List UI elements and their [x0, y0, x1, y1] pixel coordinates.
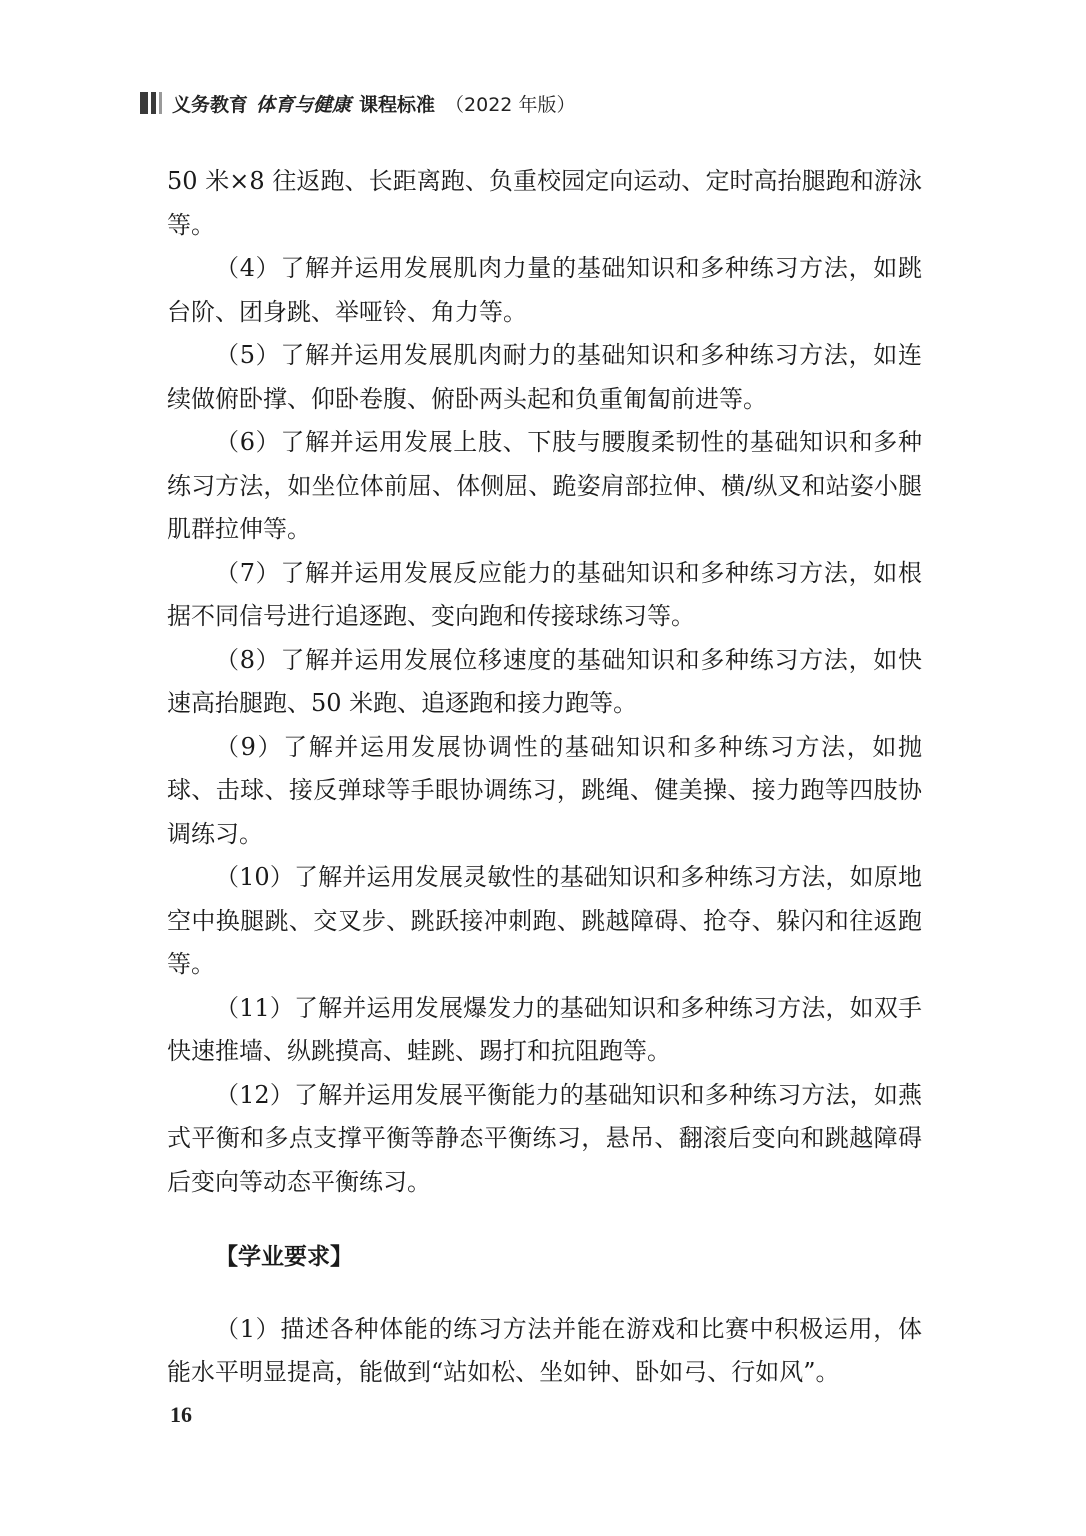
header-subject: 体育与健康	[256, 93, 352, 116]
running-header	[140, 88, 575, 118]
paragraph-item-12: （12）了解并运用发展平衡能力的基础知识和多种练习方法，如燕式平衡和多点支撑平衡等静态平衡练习，悬吊、翻滚后变向和跳越障碍后变向等动态平衡练习。	[167, 1080, 922, 1196]
paragraph-item-10: （10）了解并运用发展灵敏性的基础知识和多种练习方法，如原地空中换腿跳、交叉步、跳跃接冲刺跑、跳越障碍、抢夺、躲闪和往返跑等。	[167, 863, 922, 978]
paragraph-item-7: （7）了解并运用发展反应能力的基础知识和多种练习方法，如根据不同信号进行追逐跑、变向跑和传接球练习等。	[167, 558, 922, 630]
paragraph-item-6: （6）了解并运用发展上肢、下肢与腰腹柔韧性的基础知识和多种练习方法，如坐位体前屈、体侧屈、跪姿肩部拉伸、横/纵叉和站姿小腿肌群拉伸等。	[167, 428, 922, 543]
header-edition: （2022 年版）	[445, 93, 576, 116]
section-heading: 【学业要求】	[215, 1244, 353, 1270]
paragraph-item-5: （5）了解并运用发展肌肉耐力的基础知识和多种练习方法，如连续做俯卧撑、仰卧卷腹、俯卧两头起和负重匍匐前进等。	[167, 341, 922, 413]
page-body	[167, 160, 922, 1395]
paragraph-item-4: （4）了解并运用发展肌肉力量的基础知识和多种练习方法，如跳台阶、团身跳、举哑铃、角力等。	[167, 254, 922, 326]
requirement-item-1: （1）描述各种体能的练习方法并能在游戏和比赛中积极运用，体能水平明显提高，能做到“站如松、坐如钟、卧如弓、行如风”。	[167, 1314, 922, 1386]
header-series: 义务教育	[172, 93, 249, 116]
paragraph-item-8: （8）了解并运用发展位移速度的基础知识和多种练习方法，如快速高抬腿跑、50 米跑、追逐跑和接力跑等。	[167, 645, 922, 717]
paragraph-item-11: （11）了解并运用发展爆发力的基础知识和多种练习方法，如双手快速推墙、纵跳摸高、蛙跳、踢打和抗阻跑等。	[167, 993, 922, 1065]
header-title: 课程标准	[359, 93, 436, 116]
header-bar-mark	[140, 92, 162, 114]
paragraph-continuation: 50 米×8 往返跑、长距离跑、负重校园定向运动、定时高抬腿跑和游泳等。	[167, 167, 922, 239]
page-number: 16	[170, 1402, 192, 1427]
paragraph-item-9: （9）了解并运用发展协调性的基础知识和多种练习方法，如抛球、击球、接反弹球等手眼协调练习，跳绳、健美操、接力跑等四肢协调练习。	[167, 732, 922, 848]
